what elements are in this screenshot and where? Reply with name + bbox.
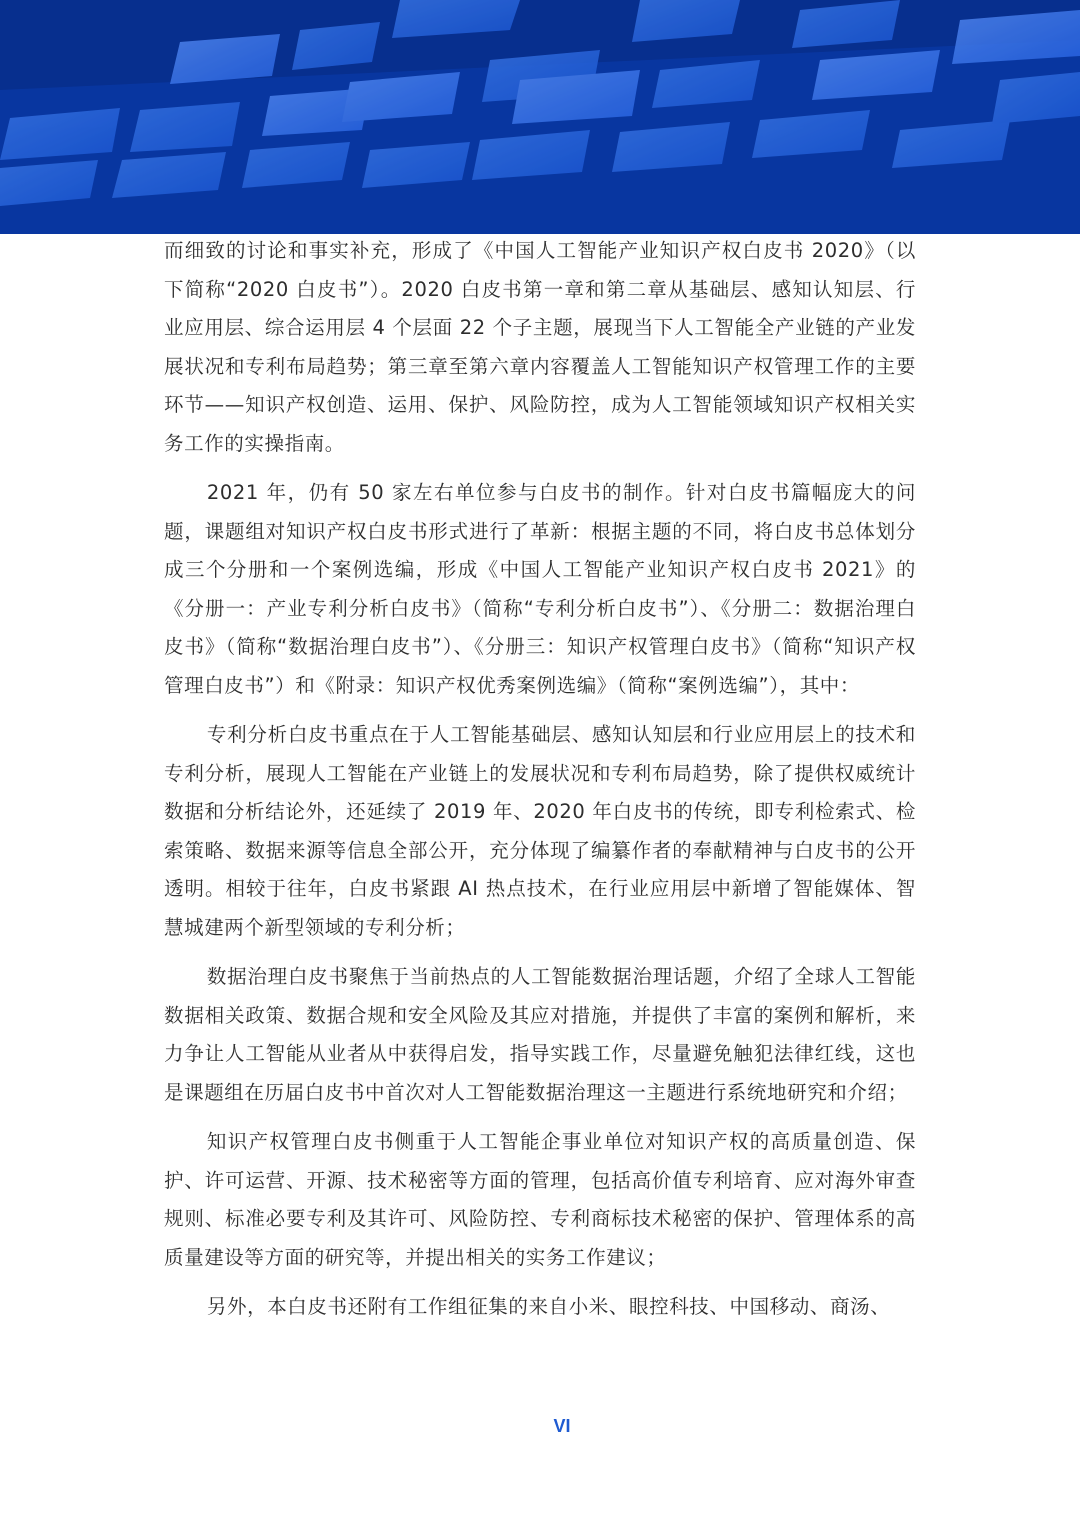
paragraph-continuation: 而细致的讨论和事实补充，形成了《中国人工智能产业知识产权白皮书 2020》（以下简称“2020 白皮书”）。2020 白皮书第一章和第二章从基础层、感知认知层、行业应用层、综合运用层 4 个层面 22 个子主题，展现当下人工智能全产业链的产业发展状况和专利布局趋势；第三章至第六章内容覆盖人工智能知识产权管理工作的主要环节——知识产权创造、运用、保护、风险防控，成为人工智能领域知识产权相关实务工作的实操指南。 <box>164 239 916 455</box>
banner-graphic <box>0 0 1080 234</box>
paragraph-2021-overview: 2021 年，仍有 50 家左右单位参与白皮书的制作。针对白皮书篇幅庞大的问题，课题组对知识产权白皮书形式进行了革新：根据主题的不同，将白皮书总体划分成三个分册和一个案例选编，形成《中国人工智能产业知识产权白皮书 2021》的《分册一：产业专利分析白皮书》（简称“专利分析白皮书”）、《分册二：数据治理白皮书》（简称“数据治理白皮书”）、《分册三：知识产权管理白皮书》（简称“知识产权管理白皮书”）和《附录：知识产权优秀案例选编》（简称“案例选编”），其中： <box>164 481 916 697</box>
body-text <box>164 232 916 1338</box>
paragraph-ip-management: 知识产权管理白皮书侧重于人工智能企事业单位对知识产权的高质量创造、保护、许可运营、开源、技术秘密等方面的管理，包括高价值专利培育、应对海外审查规则、标准必要专利及其许可、风险防控、专利商标技术秘密的保护、管理体系的高质量建设等方面的研究等，并提出相关的实务工作建议； <box>164 1130 916 1269</box>
page-number: VI <box>553 1416 571 1436</box>
paragraph-patent-analysis: 专利分析白皮书重点在于人工智能基础层、感知认知层和行业应用层上的技术和专利分析，展现人工智能在产业链上的发展状况和专利布局趋势，除了提供权威统计数据和分析结论外，还延续了 2019 年、2020 年白皮书的传统，即专利检索式、检索策略、数据来源等信息全部公开，充分体现了编纂作者的奉献精神与白皮书的公开透明。相较于往年，白皮书紧跟 AI 热点技术，在行业应用层中新增了智能媒体、智慧城建两个新型领域的专利分析； <box>164 723 916 939</box>
paragraph-appendix: 另外，本白皮书还附有工作组征集的来自小米、眼控科技、中国移动、商汤、 <box>206 1295 891 1318</box>
header-banner-image <box>0 0 1080 234</box>
paragraph-data-governance: 数据治理白皮书聚焦于当前热点的人工智能数据治理话题，介绍了全球人工智能数据相关政策、数据合规和安全风险及其应对措施，并提供了丰富的案例和解析，来力争让人工智能从业者从中获得启发，指导实践工作，尽量避免触犯法律红线，这也是课题组在历届白皮书中首次对人工智能数据治理这一主题进行系统地研究和介绍； <box>164 965 916 1104</box>
